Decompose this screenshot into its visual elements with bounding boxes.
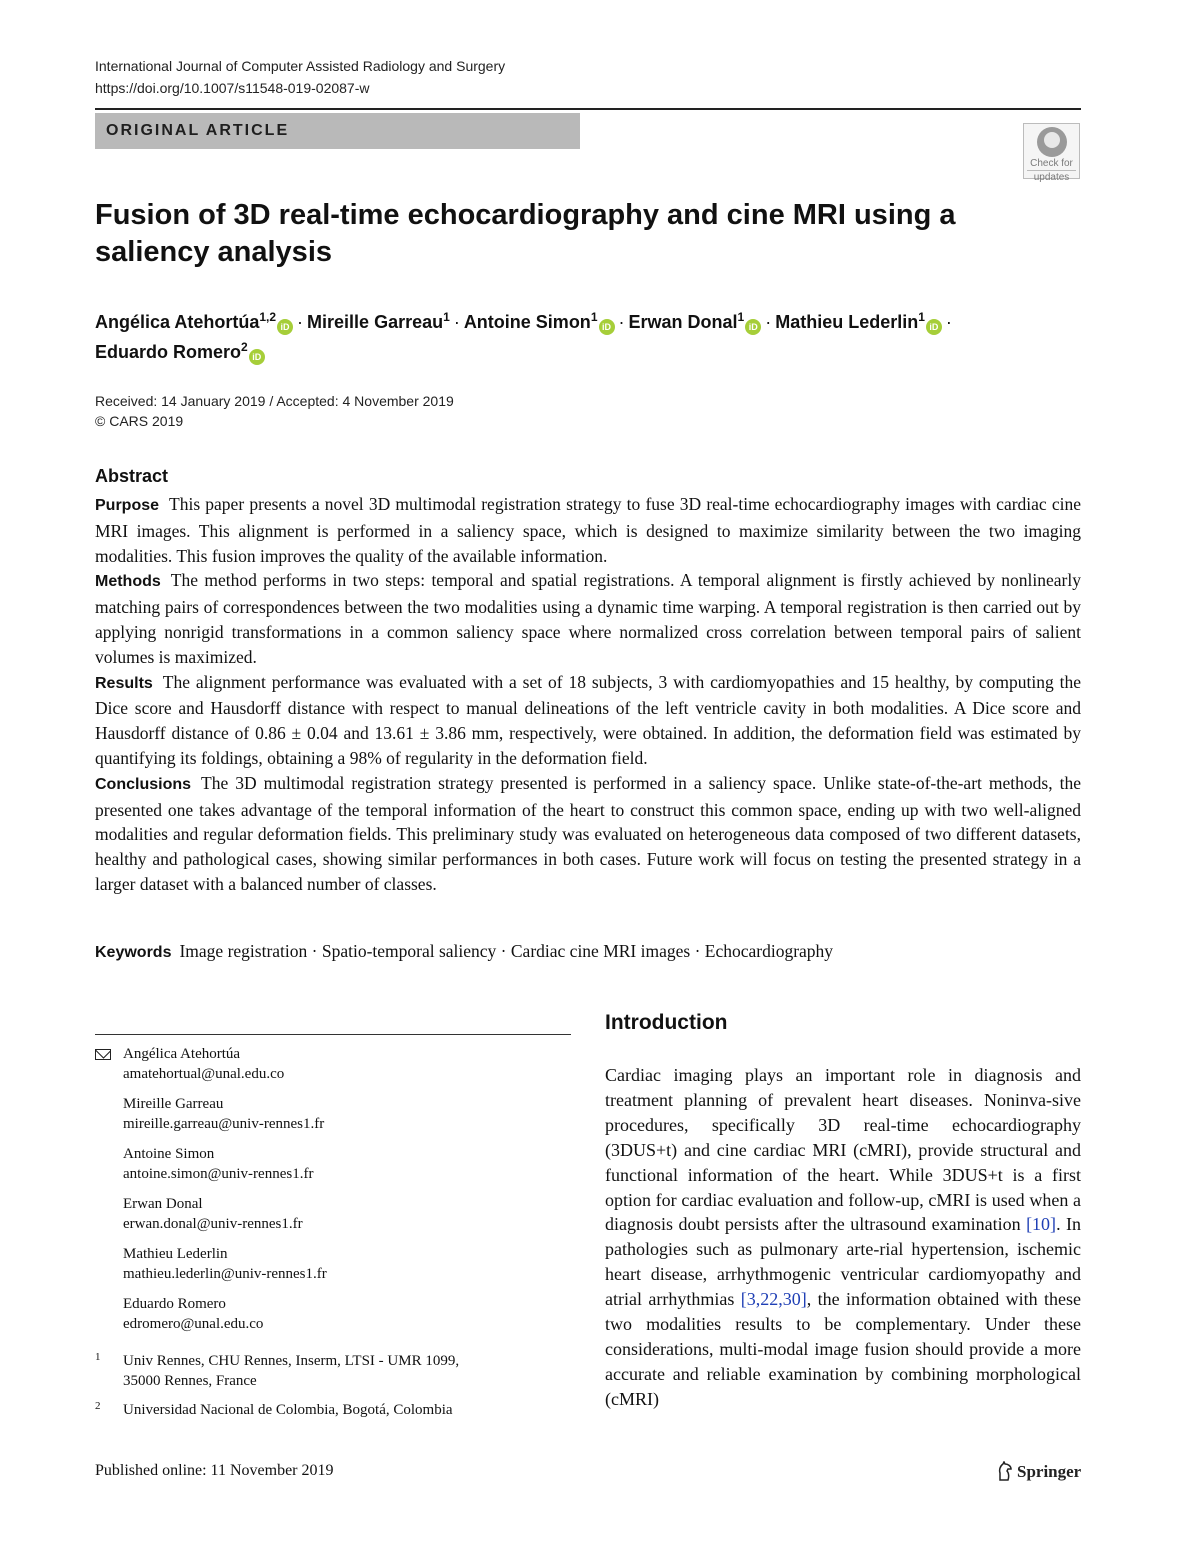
intro-part-2: . In pathologies such as pulmonary arte-rial hypertension, ischemic heart disease, arrhythmogenic ventricular cardiomyopathy and atrial arrhythmias <box>605 1214 1082 1310</box>
conclusions-label: Conclusions <box>95 775 192 793</box>
author-name: Eduardo Romero <box>95 342 242 362</box>
author-separator: · <box>945 312 952 332</box>
contact-entry <box>95 1044 571 1084</box>
contact-name: Eduardo Romero <box>123 1296 226 1312</box>
check-for-updates-badge[interactable] <box>1023 123 1080 183</box>
purpose-label: Purpose <box>95 497 160 514</box>
author-list <box>95 305 1055 365</box>
methods-text: The method performs in two steps: temporal and spatial registrations. A temporal alignment is firstly achieved by nonlinearly matching pairs of correspondences between the two modalities using a dynamic time warping. A temporal registration is then carried out by applying nonrigid transformations in a common saliency space where normalized cross correlation between temporal pairs of salient volumes is maximized. <box>95 570 1081 667</box>
author-separator: · <box>618 312 625 332</box>
author-affiliation-number: 2 <box>241 340 248 354</box>
author-separator: · <box>453 312 460 332</box>
orcid-icon[interactable]: iD <box>745 319 761 335</box>
copyright: © CARS 2019 <box>95 413 184 429</box>
author-affiliation-number: 1 <box>590 310 598 324</box>
publisher-name: Springer <box>1017 1462 1082 1481</box>
received-accepted: Received: 14 January 2019 / Accepted: 4 November 2019 <box>95 393 454 409</box>
affiliation-number: 1 <box>95 1351 101 1363</box>
abstract-purpose <box>95 492 1081 568</box>
author-contacts <box>95 1044 571 1429</box>
results-label: Results <box>95 674 153 692</box>
author-affiliation-number: 1 <box>737 310 745 324</box>
intro-part-1: Cardiac imaging plays an important role in diagnosis and treatment planning of prevalent heart diseases. Noninva-sive procedures, specifically 3D real-time echocardiography (3DUS+t) and cine cardiac MRI (cMRI), provide structural and functional information of the heart. While 3DUS+t is a first option for cardiac evaluation and follow-up, cMRI is used when a diagnosis doubt persists after the ultrasound examination <box>605 1065 1081 1235</box>
header-rule <box>95 108 1081 110</box>
intro-part-3: , the information obtained with these two modalities results to be complementary. Under these considerations, multi-modal image fusion should provide a more accurate and reliable examination by combining morphological (cMRI) <box>605 1289 1082 1409</box>
check-updates-label-2: updates <box>1033 172 1070 183</box>
abstract-conclusions <box>95 771 1081 897</box>
keywords-text: Image registration · Spatio-temporal saliency · Cardiac cine MRI images · Echocardiography <box>179 941 834 961</box>
author-name: Angélica Atehortúa <box>95 312 260 332</box>
introduction-heading: Introduction <box>605 1011 728 1034</box>
contact-entry <box>95 1144 571 1184</box>
contact-name: Erwan Donal <box>123 1196 203 1212</box>
contact-list <box>95 1044 571 1334</box>
check-updates-label-1: Check for <box>1030 158 1073 169</box>
contact-name: Antoine Simon <box>123 1146 215 1162</box>
author-name: Antoine Simon <box>463 312 591 332</box>
affiliation-number: 2 <box>95 1400 101 1412</box>
affiliation <box>95 1400 571 1420</box>
affiliations <box>95 1351 571 1420</box>
author <box>629 312 762 332</box>
author <box>95 342 265 362</box>
envelope-icon <box>95 1049 111 1060</box>
affiliation-line: Universidad Nacional de Colombia, Bogotá, Colombia <box>123 1402 453 1418</box>
author <box>464 312 615 332</box>
check-updates-icon <box>1037 127 1067 157</box>
springer-horse-icon <box>996 1461 1014 1481</box>
affiliation-line: Univ Rennes, CHU Rennes, Inserm, LTSI - UMR 1099, <box>123 1353 460 1369</box>
journal-header <box>95 55 505 99</box>
author-affiliation-number: 1 <box>443 310 450 324</box>
author-affiliation-number: 1 <box>918 310 925 324</box>
citation-link[interactable]: [10] <box>1026 1214 1057 1235</box>
keywords <box>95 939 1081 965</box>
methods-label: Methods <box>95 573 161 591</box>
affiliation-line: 35000 Rennes, France <box>123 1373 257 1389</box>
paper-title: Fusion of 3D real-time echocardiography and cine MRI using a saliency analysis <box>95 199 956 268</box>
author-affiliation-number: 1,2 <box>259 310 277 324</box>
orcid-icon[interactable]: iD <box>599 319 615 335</box>
contact-entry <box>95 1094 571 1134</box>
affiliation <box>95 1351 571 1391</box>
contact-email[interactable]: erwan.donal@univ-rennes1.fr <box>123 1216 303 1232</box>
dates <box>95 391 454 431</box>
contact-entry <box>95 1294 571 1334</box>
author-name: Erwan Donal <box>628 312 738 332</box>
conclusions-text: The 3D multimodal registration strategy presented is performed in a saliency space. Unlike state-of-the-art methods, the presented one takes advantage of the temporal information of the heart to construct this common space, ending up with two well-aligned modalities and regular deformation fields. This preliminary study was evaluated on heterogeneous data composed of two different datasets, healthy and pathological cases, showing similar performances in both cases. Future work will focus on testing the presented strategy in a larger dataset with a balanced number of classes. <box>95 772 1081 894</box>
contact-entry <box>95 1244 571 1284</box>
article-type: ORIGINAL ARTICLE <box>106 122 290 139</box>
author <box>775 312 942 332</box>
publisher-logo <box>996 1461 1081 1482</box>
published-online: Published online: 11 November 2019 <box>95 1462 334 1479</box>
contact-email[interactable]: edromero@unal.edu.co <box>123 1316 264 1332</box>
journal-name: International Journal of Computer Assisted Radiology and Surgery <box>95 58 506 74</box>
citation-link[interactable]: [3,22,30] <box>740 1289 807 1310</box>
keywords-label: Keywords <box>95 944 172 961</box>
introduction-text <box>605 1063 1081 1412</box>
author <box>95 312 293 332</box>
contact-email[interactable]: mireille.garreau@univ-rennes1.fr <box>123 1116 325 1132</box>
purpose-text: This paper presents a novel 3D multimodal registration strategy to fuse 3D real-time echocardiography images with cardiac cine MRI images. This alignment is performed in a saliency space, which is designed to maximize similarity between the two imaging modalities. This fusion improves the quality of the available information. <box>95 494 1081 566</box>
author-name: Mathieu Lederlin <box>775 312 919 332</box>
contact-name: Mireille Garreau <box>123 1096 224 1112</box>
contact-name: Mathieu Lederlin <box>123 1246 228 1262</box>
contact-email[interactable]: antoine.simon@univ-rennes1.fr <box>123 1166 314 1182</box>
abstract-heading: Abstract <box>95 466 169 486</box>
doi-link[interactable]: https://doi.org/10.1007/s11548-019-02087-w <box>95 80 370 96</box>
author-separator: · <box>297 312 304 332</box>
abstract <box>95 492 1081 897</box>
contact-name: Angélica Atehortúa <box>123 1046 241 1062</box>
orcid-icon[interactable]: iD <box>249 349 265 365</box>
contact-email[interactable]: amatehortual@unal.edu.co <box>123 1066 285 1082</box>
orcid-icon[interactable]: iD <box>926 319 942 335</box>
abstract-results <box>95 670 1081 771</box>
contacts-rule <box>95 1034 571 1035</box>
author <box>307 312 450 332</box>
contact-email[interactable]: mathieu.lederlin@univ-rennes1.fr <box>123 1266 327 1282</box>
contact-entry <box>95 1194 571 1234</box>
results-text: The alignment performance was evaluated with a set of 18 subjects, 3 with cardiomyopathies and 15 healthy, by computing the Dice score and Hausdorff distance with respect to manual delineations of the left ventricle cavity in both modalities. A Dice score and Hausdorff distance of 0.86 ± 0.04 and 13.61 ± 3.86 mm, respectively, were obtained. In addition, the deformation field was estimated by quantifying its foldings, obtaining a 98% of regularity in the deformation field. <box>95 671 1081 768</box>
author-name: Mireille Garreau <box>307 312 444 332</box>
orcid-icon[interactable]: iD <box>277 319 293 335</box>
author-separator: · <box>765 312 772 332</box>
abstract-methods <box>95 568 1081 669</box>
